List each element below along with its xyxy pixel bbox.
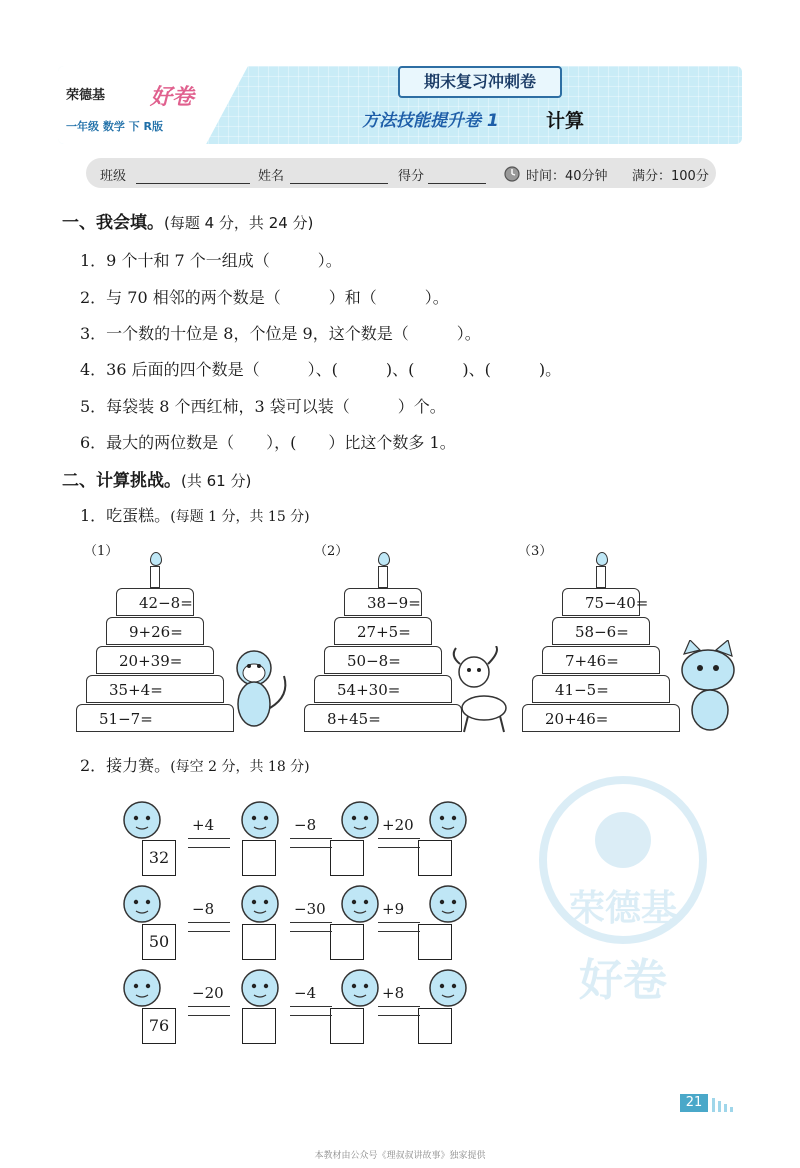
name-field[interactable] bbox=[290, 183, 388, 184]
cake-3-tier: 75−40= bbox=[562, 588, 640, 616]
monkey-icon bbox=[224, 646, 296, 734]
relay-answer-box[interactable] bbox=[330, 924, 364, 960]
score-label: 得分 bbox=[398, 169, 425, 184]
watermark-logo bbox=[528, 770, 718, 1020]
relay-answer-box[interactable] bbox=[242, 1008, 276, 1044]
question-1-5: 5．每袋装 8 个西红柿，3 袋可以装（ ）个。 bbox=[80, 397, 446, 416]
relay-operation: −4 bbox=[294, 984, 317, 1002]
question-1-4: 4．36 后面的四个数是（ ）、( )、( )、( )。 bbox=[80, 360, 562, 379]
section2-note: (共 61 分) bbox=[181, 472, 252, 490]
cake-3-tier: 20+46= bbox=[522, 704, 680, 732]
cake-2-tier: 27+5= bbox=[334, 617, 432, 645]
cake-1-tier: 51−7= bbox=[76, 704, 234, 732]
cake-1-tier: 42−8= bbox=[116, 588, 194, 616]
lion-icon bbox=[230, 880, 290, 928]
relay-answer-box[interactable] bbox=[330, 840, 364, 876]
cake-3-tier: 7+46= bbox=[542, 646, 660, 674]
relay-start-value: 50 bbox=[142, 924, 176, 960]
q2-2-note: (每空 2 分，共 18 分) bbox=[170, 759, 310, 775]
cake-2-tier: 8+45= bbox=[304, 704, 462, 732]
sub-title: 方法技能提升卷 1 bbox=[362, 111, 499, 131]
relay-connector bbox=[290, 1006, 332, 1016]
relay-operation: −30 bbox=[294, 900, 326, 918]
q2-1-title: 1．吃蛋糕。 bbox=[80, 506, 171, 525]
candle-flame-icon bbox=[378, 552, 390, 566]
class-label: 班级 bbox=[100, 169, 127, 184]
cake-1-tier: 20+39= bbox=[96, 646, 214, 674]
squirrel-icon bbox=[418, 964, 478, 1012]
candle-flame-icon bbox=[150, 552, 162, 566]
watermark-line1: 荣德基 bbox=[568, 888, 678, 929]
section1-title: 一、我会填。 bbox=[62, 213, 164, 233]
monkey-icon bbox=[112, 880, 172, 928]
cake-1-tier: 35+4= bbox=[86, 675, 224, 703]
deer-icon bbox=[330, 796, 390, 844]
relay-connector bbox=[188, 1006, 230, 1016]
candle-icon bbox=[378, 566, 388, 588]
exam-title: 期末复习冲刺卷 bbox=[398, 66, 562, 98]
full-score: 满分：100分 bbox=[632, 169, 709, 184]
relay-operation: +4 bbox=[192, 816, 215, 834]
page-bars-decoration bbox=[712, 1096, 742, 1112]
relay-connector bbox=[378, 838, 420, 848]
dog-icon bbox=[446, 646, 516, 734]
cake-2-tier: 54+30= bbox=[314, 675, 452, 703]
relay-operation: +20 bbox=[382, 816, 414, 834]
name-label: 姓名 bbox=[258, 169, 285, 184]
page-number: 21 bbox=[680, 1094, 708, 1112]
footer-note: 本教材由公众号《理叔叔讲故事》独家提供 bbox=[314, 1151, 486, 1161]
relay-connector bbox=[378, 1006, 420, 1016]
monkey-icon bbox=[112, 796, 172, 844]
relay-answer-box[interactable] bbox=[418, 1008, 452, 1044]
candle-flame-icon bbox=[596, 552, 608, 566]
relay-answer-box[interactable] bbox=[418, 840, 452, 876]
class-field[interactable] bbox=[136, 183, 250, 184]
cake-3-tier: 58−6= bbox=[552, 617, 650, 645]
cake-3-label: （3） bbox=[518, 544, 553, 559]
squirrel-icon bbox=[418, 880, 478, 928]
question-1-1: 1．9 个十和 7 个一组成（ ）。 bbox=[80, 251, 342, 270]
logo-text: 好卷 bbox=[150, 85, 195, 110]
cake-2-label: （2） bbox=[314, 544, 349, 559]
question-1-3: 3．一个数的十位是 8，个位是 9，这个数是（ ）。 bbox=[80, 324, 481, 343]
watermark-line2: 好卷 bbox=[579, 955, 667, 1006]
relay-operation: −20 bbox=[192, 984, 224, 1002]
deer-icon bbox=[330, 964, 390, 1012]
cake-3-tier: 41−5= bbox=[532, 675, 670, 703]
relay-connector bbox=[290, 922, 332, 932]
score-field[interactable] bbox=[428, 183, 486, 184]
time-limit: 时间：40分钟 bbox=[526, 169, 608, 184]
relay-start-value: 32 bbox=[142, 840, 176, 876]
question-1-2: 2．与 70 相邻的两个数是（ ）和（ ）。 bbox=[80, 288, 449, 307]
cake-1-label: （1） bbox=[84, 544, 119, 559]
cake-1-tier: 9+26= bbox=[106, 617, 204, 645]
clock-icon bbox=[502, 163, 522, 183]
relay-answer-box[interactable] bbox=[418, 924, 452, 960]
section2-title: 二、计算挑战。 bbox=[62, 471, 181, 491]
relay-answer-box[interactable] bbox=[330, 1008, 364, 1044]
monkey-icon bbox=[112, 964, 172, 1012]
relay-connector bbox=[378, 922, 420, 932]
q2-1-note: (每题 1 分，共 15 分) bbox=[170, 509, 310, 525]
candle-icon bbox=[596, 566, 606, 588]
relay-start-value: 76 bbox=[142, 1008, 176, 1044]
relay-operation: −8 bbox=[294, 816, 317, 834]
q2-1-heading bbox=[80, 503, 310, 526]
cake-2-tier: 50−8= bbox=[324, 646, 442, 674]
candle-icon bbox=[150, 566, 160, 588]
relay-connector bbox=[290, 838, 332, 848]
section1-heading bbox=[62, 208, 313, 233]
brand-name: 荣德基 bbox=[66, 88, 106, 103]
topic-title: 计算 bbox=[546, 110, 585, 132]
section2-heading bbox=[62, 466, 251, 491]
q2-2-heading bbox=[80, 753, 310, 776]
squirrel-icon bbox=[418, 796, 478, 844]
relay-connector bbox=[188, 922, 230, 932]
relay-operation: −8 bbox=[192, 900, 215, 918]
relay-operation: +8 bbox=[382, 984, 405, 1002]
q2-2-title: 2．接力赛。 bbox=[80, 756, 171, 775]
relay-answer-box[interactable] bbox=[242, 840, 276, 876]
cat-icon bbox=[676, 640, 744, 734]
relay-answer-box[interactable] bbox=[242, 924, 276, 960]
lion-icon bbox=[230, 796, 290, 844]
deer-icon bbox=[330, 880, 390, 928]
section1-note: (每题 4 分，共 24 分) bbox=[164, 214, 314, 232]
grade-subject: 一年级 数学 下 R版 bbox=[66, 120, 163, 133]
cake-2-tier: 38−9= bbox=[344, 588, 422, 616]
question-1-6: 6．最大的两位数是（ ），( ）比这个数多 1。 bbox=[80, 433, 456, 452]
relay-operation: +9 bbox=[382, 900, 405, 918]
lion-icon bbox=[230, 964, 290, 1012]
relay-connector bbox=[188, 838, 230, 848]
